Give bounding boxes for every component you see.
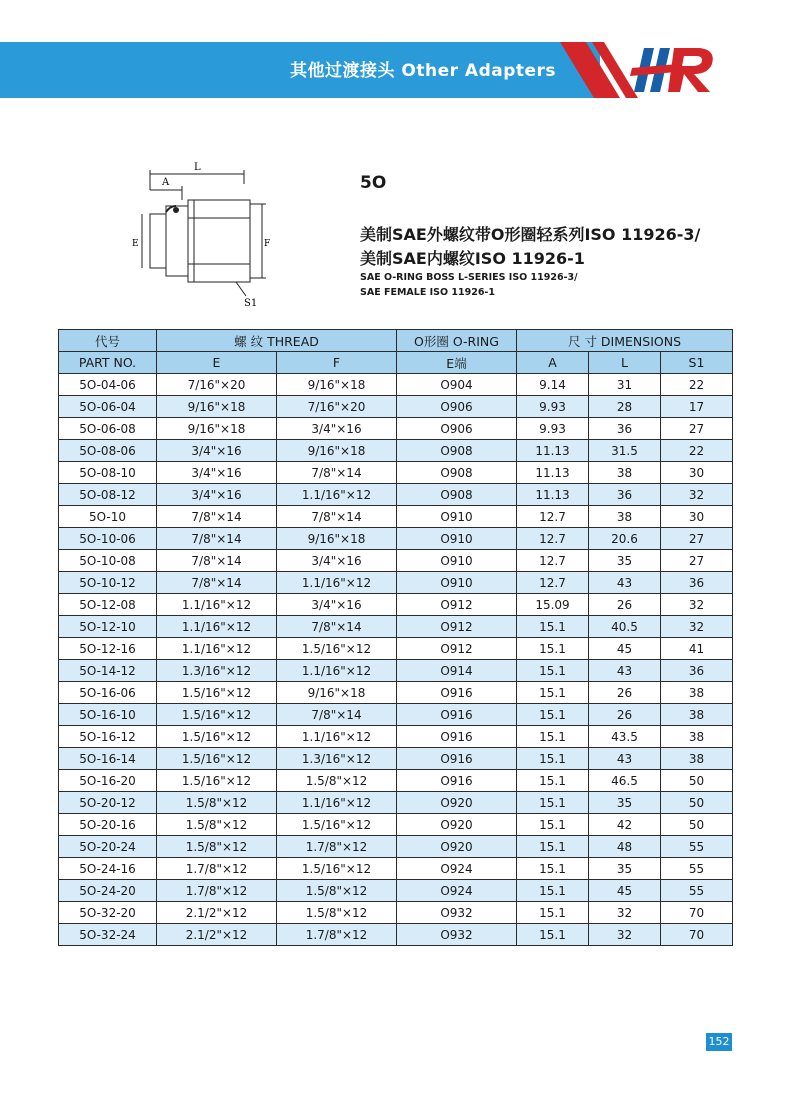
cell-oring: O910 — [397, 506, 517, 528]
cell-dim-l: 45 — [589, 638, 661, 660]
cell-thread-f: 1.1/16"×12 — [277, 660, 397, 682]
cell-part-no: 5O-14-12 — [59, 660, 157, 682]
cell-part-no: 5O-12-16 — [59, 638, 157, 660]
cell-thread-f: 7/16"×20 — [277, 396, 397, 418]
cell-thread-f: 1.5/8"×12 — [277, 770, 397, 792]
cell-thread-e: 1.5/8"×12 — [157, 836, 277, 858]
table-row — [59, 660, 733, 682]
cell-dim-s1: 55 — [661, 880, 733, 902]
table-row — [59, 770, 733, 792]
table-row — [59, 550, 733, 572]
cell-dim-s1: 27 — [661, 418, 733, 440]
cell-oring: O914 — [397, 660, 517, 682]
cell-dim-s1: 22 — [661, 374, 733, 396]
cell-part-no: 5O-06-08 — [59, 418, 157, 440]
header-oring: O形圈 O-RING — [397, 330, 517, 352]
cell-thread-f: 1.7/8"×12 — [277, 924, 397, 946]
cell-dim-l: 40.5 — [589, 616, 661, 638]
cell-thread-e: 3/4"×16 — [157, 462, 277, 484]
cell-dim-l: 45 — [589, 880, 661, 902]
cell-part-no: 5O-24-16 — [59, 858, 157, 880]
cell-thread-e: 7/8"×14 — [157, 506, 277, 528]
header-dimensions: 尺 寸 DIMENSIONS — [517, 330, 733, 352]
cell-dim-s1: 50 — [661, 792, 733, 814]
cell-thread-f: 3/4"×16 — [277, 594, 397, 616]
table-row — [59, 924, 733, 946]
section-title: 其他过渡接头 Other Adapters — [290, 61, 557, 81]
cell-oring: O916 — [397, 726, 517, 748]
table-row — [59, 814, 733, 836]
cell-dim-a: 15.1 — [517, 902, 589, 924]
cell-thread-e: 7/8"×14 — [157, 572, 277, 594]
cell-part-no: 5O-16-12 — [59, 726, 157, 748]
cell-dim-s1: 70 — [661, 902, 733, 924]
cell-thread-f: 3/4"×16 — [277, 550, 397, 572]
cell-dim-l: 38 — [589, 506, 661, 528]
cell-oring: O910 — [397, 528, 517, 550]
label-f: F — [264, 239, 271, 249]
cell-thread-e: 1.5/16"×12 — [157, 726, 277, 748]
cell-oring: O916 — [397, 748, 517, 770]
title-en-line-2: SAE FEMALE ISO 11926-1 — [360, 287, 495, 298]
cell-part-no: 5O-08-10 — [59, 462, 157, 484]
table-row — [59, 506, 733, 528]
cell-part-no: 5O-08-12 — [59, 484, 157, 506]
cell-thread-e: 1.7/8"×12 — [157, 858, 277, 880]
cell-thread-e: 3/4"×16 — [157, 484, 277, 506]
cell-thread-f: 9/16"×18 — [277, 374, 397, 396]
cell-part-no: 5O-32-24 — [59, 924, 157, 946]
cell-thread-f: 1.5/8"×12 — [277, 880, 397, 902]
cell-dim-a: 12.7 — [517, 506, 589, 528]
cell-oring: O912 — [397, 638, 517, 660]
cell-thread-e: 1.5/16"×12 — [157, 704, 277, 726]
cell-dim-s1: 70 — [661, 924, 733, 946]
cell-dim-a: 15.1 — [517, 814, 589, 836]
cell-thread-f: 1.3/16"×12 — [277, 748, 397, 770]
label-e: E — [132, 239, 139, 249]
cell-oring: O912 — [397, 616, 517, 638]
cell-thread-e: 1.1/16"×12 — [157, 594, 277, 616]
label-a: A — [162, 177, 170, 188]
cell-thread-e: 9/16"×18 — [157, 396, 277, 418]
cell-dim-s1: 32 — [661, 594, 733, 616]
table-body — [59, 374, 733, 946]
cell-thread-f: 9/16"×18 — [277, 440, 397, 462]
cell-thread-f: 7/8"×14 — [277, 616, 397, 638]
cell-dim-a: 15.1 — [517, 792, 589, 814]
cell-dim-l: 28 — [589, 396, 661, 418]
cell-part-no: 5O-10-06 — [59, 528, 157, 550]
cell-part-no: 5O-16-06 — [59, 682, 157, 704]
cell-dim-l: 35 — [589, 792, 661, 814]
cell-part-no: 5O-24-20 — [59, 880, 157, 902]
cell-oring: O912 — [397, 594, 517, 616]
cell-oring: O932 — [397, 902, 517, 924]
table-row — [59, 726, 733, 748]
table-subheader-row — [59, 352, 733, 374]
cell-dim-a: 12.7 — [517, 572, 589, 594]
table-row — [59, 594, 733, 616]
cell-dim-s1: 27 — [661, 550, 733, 572]
cell-dim-a: 15.1 — [517, 748, 589, 770]
cell-thread-e: 1.5/8"×12 — [157, 814, 277, 836]
cell-dim-s1: 55 — [661, 858, 733, 880]
cell-part-no: 5O-10 — [59, 506, 157, 528]
cell-part-no: 5O-16-14 — [59, 748, 157, 770]
table-row — [59, 418, 733, 440]
cell-dim-s1: 50 — [661, 770, 733, 792]
table-row — [59, 836, 733, 858]
cell-dim-a: 9.14 — [517, 374, 589, 396]
cell-thread-e: 1.1/16"×12 — [157, 638, 277, 660]
cell-dim-a: 15.1 — [517, 682, 589, 704]
page-number: 152 — [706, 1033, 732, 1051]
cell-dim-l: 36 — [589, 418, 661, 440]
cell-thread-e: 3/4"×16 — [157, 440, 277, 462]
cell-part-no: 5O-16-20 — [59, 770, 157, 792]
cell-dim-l: 26 — [589, 594, 661, 616]
cell-oring: O924 — [397, 880, 517, 902]
cell-dim-s1: 55 — [661, 836, 733, 858]
table-row — [59, 704, 733, 726]
cell-dim-l: 46.5 — [589, 770, 661, 792]
cell-part-no: 5O-20-12 — [59, 792, 157, 814]
cell-dim-l: 43.5 — [589, 726, 661, 748]
cell-dim-l: 32 — [589, 924, 661, 946]
cell-dim-l: 48 — [589, 836, 661, 858]
cell-dim-a: 15.09 — [517, 594, 589, 616]
title-en-line-1: SAE O-RING BOSS L-SERIES ISO 11926-3/ — [360, 272, 578, 283]
label-s1: S1 — [244, 298, 258, 309]
cell-thread-f: 9/16"×18 — [277, 528, 397, 550]
cell-dim-s1: 38 — [661, 748, 733, 770]
cell-dim-l: 31 — [589, 374, 661, 396]
cell-part-no: 5O-10-08 — [59, 550, 157, 572]
cell-dim-s1: 50 — [661, 814, 733, 836]
cell-dim-a: 12.7 — [517, 528, 589, 550]
cell-oring: O916 — [397, 704, 517, 726]
cell-thread-e: 1.5/16"×12 — [157, 770, 277, 792]
cell-thread-f: 1.1/16"×12 — [277, 572, 397, 594]
header-s1: S1 — [661, 352, 733, 374]
header-a: A — [517, 352, 589, 374]
cell-thread-e: 9/16"×18 — [157, 418, 277, 440]
header-thread: 螺 纹 THREAD — [157, 330, 397, 352]
cell-dim-s1: 27 — [661, 528, 733, 550]
cell-thread-e: 7/16"×20 — [157, 374, 277, 396]
cell-dim-a: 15.1 — [517, 770, 589, 792]
table-row — [59, 880, 733, 902]
cell-dim-a: 9.93 — [517, 418, 589, 440]
cell-dim-a: 15.1 — [517, 704, 589, 726]
cell-thread-f: 9/16"×18 — [277, 682, 397, 704]
cell-part-no: 5O-32-20 — [59, 902, 157, 924]
cell-thread-e: 1.7/8"×12 — [157, 880, 277, 902]
cell-dim-l: 32 — [589, 902, 661, 924]
cell-dim-l: 26 — [589, 704, 661, 726]
cell-part-no: 5O-08-06 — [59, 440, 157, 462]
cell-thread-f: 7/8"×14 — [277, 462, 397, 484]
cell-dim-s1: 17 — [661, 396, 733, 418]
cell-dim-s1: 32 — [661, 484, 733, 506]
table-row — [59, 858, 733, 880]
cell-thread-f: 1.1/16"×12 — [277, 484, 397, 506]
cell-part-no: 5O-04-06 — [59, 374, 157, 396]
header-part-no-cn: 代号 — [59, 330, 157, 352]
header-l: L — [589, 352, 661, 374]
cell-dim-s1: 22 — [661, 440, 733, 462]
cell-thread-e: 7/8"×14 — [157, 550, 277, 572]
cell-oring: O908 — [397, 484, 517, 506]
cell-dim-s1: 32 — [661, 616, 733, 638]
cell-dim-a: 11.13 — [517, 484, 589, 506]
cell-dim-a: 15.1 — [517, 880, 589, 902]
table-header-row — [59, 330, 733, 352]
header-e: E — [157, 352, 277, 374]
cell-thread-f: 1.5/8"×12 — [277, 902, 397, 924]
cell-dim-l: 31.5 — [589, 440, 661, 462]
cell-dim-a: 15.1 — [517, 616, 589, 638]
cell-thread-e: 1.5/8"×12 — [157, 792, 277, 814]
cell-dim-s1: 38 — [661, 704, 733, 726]
cell-oring: O906 — [397, 418, 517, 440]
cell-dim-a: 15.1 — [517, 660, 589, 682]
cell-part-no: 5O-10-12 — [59, 572, 157, 594]
table-row — [59, 528, 733, 550]
table-row — [59, 396, 733, 418]
table-row — [59, 462, 733, 484]
table-row — [59, 440, 733, 462]
cell-dim-a: 15.1 — [517, 726, 589, 748]
model-code: 5O — [360, 173, 387, 193]
cell-dim-l: 35 — [589, 858, 661, 880]
table-row — [59, 638, 733, 660]
cell-oring: O920 — [397, 792, 517, 814]
cell-oring: O910 — [397, 550, 517, 572]
header-e-end: E端 — [397, 352, 517, 374]
cell-oring: O916 — [397, 770, 517, 792]
table-row — [59, 902, 733, 924]
cell-dim-l: 36 — [589, 484, 661, 506]
cell-dim-s1: 38 — [661, 726, 733, 748]
cell-thread-f: 7/8"×14 — [277, 506, 397, 528]
cell-dim-s1: 30 — [661, 462, 733, 484]
cell-oring: O920 — [397, 814, 517, 836]
cell-dim-a: 12.7 — [517, 550, 589, 572]
cell-dim-l: 26 — [589, 682, 661, 704]
cell-oring: O908 — [397, 440, 517, 462]
cell-oring: O906 — [397, 396, 517, 418]
cell-dim-a: 15.1 — [517, 836, 589, 858]
cell-dim-l: 38 — [589, 462, 661, 484]
cell-part-no: 5O-12-10 — [59, 616, 157, 638]
cell-dim-l: 43 — [589, 572, 661, 594]
cell-dim-l: 20.6 — [589, 528, 661, 550]
header-f: F — [277, 352, 397, 374]
cell-part-no: 5O-12-08 — [59, 594, 157, 616]
cell-dim-a: 15.1 — [517, 924, 589, 946]
cell-dim-l: 43 — [589, 748, 661, 770]
cell-thread-f: 1.7/8"×12 — [277, 836, 397, 858]
cell-thread-f: 7/8"×14 — [277, 704, 397, 726]
cell-dim-a: 9.93 — [517, 396, 589, 418]
cell-dim-s1: 38 — [661, 682, 733, 704]
cell-dim-a: 15.1 — [517, 638, 589, 660]
cell-dim-s1: 36 — [661, 572, 733, 594]
cell-dim-a: 15.1 — [517, 858, 589, 880]
cell-thread-f: 3/4"×16 — [277, 418, 397, 440]
cell-thread-f: 1.5/16"×12 — [277, 858, 397, 880]
cell-dim-l: 43 — [589, 660, 661, 682]
title-cn-line-1: 美制SAE外螺纹带O形圈轻系列ISO 11926-3/ — [360, 225, 701, 244]
company-logo — [630, 44, 720, 100]
table-row — [59, 682, 733, 704]
cell-dim-s1: 41 — [661, 638, 733, 660]
cell-oring: O920 — [397, 836, 517, 858]
cell-thread-e: 2.1/2"×12 — [157, 924, 277, 946]
cell-part-no: 5O-16-10 — [59, 704, 157, 726]
cell-oring: O910 — [397, 572, 517, 594]
cell-thread-e: 1.3/16"×12 — [157, 660, 277, 682]
cell-thread-f: 1.1/16"×12 — [277, 792, 397, 814]
table-row — [59, 748, 733, 770]
cell-oring: O916 — [397, 682, 517, 704]
cell-part-no: 5O-20-16 — [59, 814, 157, 836]
cell-dim-s1: 30 — [661, 506, 733, 528]
cell-oring: O924 — [397, 858, 517, 880]
cell-dim-a: 11.13 — [517, 440, 589, 462]
table-row — [59, 616, 733, 638]
spec-table — [58, 329, 733, 946]
header-part-no: PART NO. — [59, 352, 157, 374]
cell-oring: O932 — [397, 924, 517, 946]
cell-thread-f: 1.1/16"×12 — [277, 726, 397, 748]
cell-thread-e: 7/8"×14 — [157, 528, 277, 550]
table-row — [59, 792, 733, 814]
title-cn-line-2: 美制SAE内螺纹ISO 11926-1 — [360, 249, 585, 268]
cell-dim-l: 42 — [589, 814, 661, 836]
cell-dim-s1: 36 — [661, 660, 733, 682]
cell-thread-f: 1.5/16"×12 — [277, 638, 397, 660]
cell-thread-e: 1.1/16"×12 — [157, 616, 277, 638]
cell-oring: O908 — [397, 462, 517, 484]
cell-oring: O904 — [397, 374, 517, 396]
cell-part-no: 5O-06-04 — [59, 396, 157, 418]
cell-dim-a: 11.13 — [517, 462, 589, 484]
table-row — [59, 484, 733, 506]
cell-part-no: 5O-20-24 — [59, 836, 157, 858]
adapter-drawing — [128, 160, 278, 310]
table-row — [59, 572, 733, 594]
label-length: L — [194, 162, 201, 173]
cell-thread-f: 1.5/16"×12 — [277, 814, 397, 836]
cell-thread-e: 1.5/16"×12 — [157, 748, 277, 770]
cell-dim-l: 35 — [589, 550, 661, 572]
cell-thread-e: 1.5/16"×12 — [157, 682, 277, 704]
table-row — [59, 374, 733, 396]
cell-thread-e: 2.1/2"×12 — [157, 902, 277, 924]
